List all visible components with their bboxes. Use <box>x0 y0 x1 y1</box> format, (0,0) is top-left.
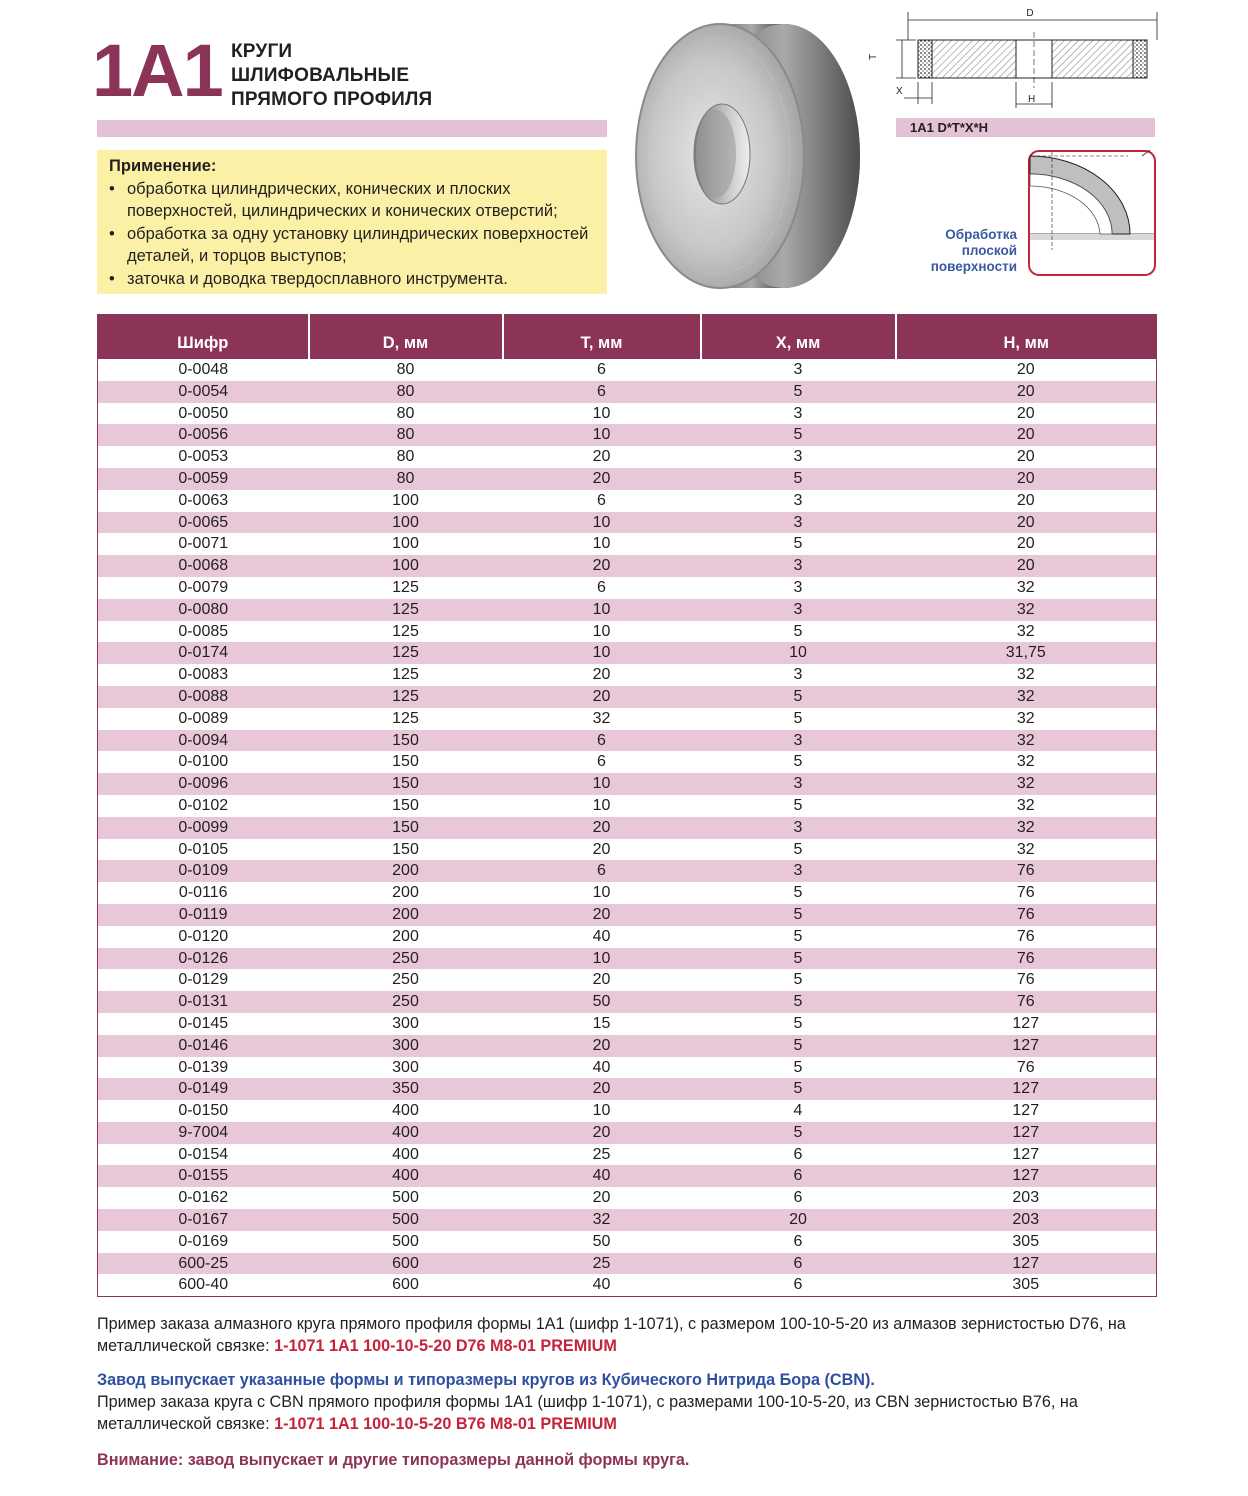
label-h: H <box>1028 94 1036 105</box>
table-cell: 500 <box>309 1231 503 1253</box>
table-cell: 10 <box>503 773 701 795</box>
table-row <box>98 446 1157 468</box>
table-cell: 127 <box>896 1100 1157 1122</box>
table-cell: 10 <box>503 599 701 621</box>
table-row <box>98 1144 1157 1166</box>
table-cell: 300 <box>309 1035 503 1057</box>
table-cell: 0-0129 <box>98 969 309 991</box>
table-row <box>98 642 1157 664</box>
table-row <box>98 1013 1157 1035</box>
table-cell: 20 <box>503 839 701 861</box>
table-row <box>98 860 1157 882</box>
table-cell: 50 <box>503 1231 701 1253</box>
table-cell: 32 <box>896 708 1157 730</box>
table-cell: 600 <box>309 1274 503 1296</box>
table-cell: 5 <box>701 1013 896 1035</box>
table-row <box>98 1100 1157 1122</box>
table-cell: 125 <box>309 577 503 599</box>
table-cell: 50 <box>503 991 701 1013</box>
table-cell: 3 <box>701 773 896 795</box>
table-cell: 0-0048 <box>98 359 309 381</box>
table-cell: 125 <box>309 708 503 730</box>
table-row <box>98 991 1157 1013</box>
table-cell: 32 <box>896 751 1157 773</box>
table-cell: 20 <box>896 381 1157 403</box>
col-header-d: D, мм <box>309 315 503 360</box>
table-cell: 5 <box>701 621 896 643</box>
table-cell: 5 <box>701 882 896 904</box>
table-cell: 100 <box>309 555 503 577</box>
table-cell: 6 <box>701 1253 896 1275</box>
table-cell: 25 <box>503 1144 701 1166</box>
table-cell: 150 <box>309 817 503 839</box>
label-t: T <box>868 53 879 60</box>
table-cell: 0-0071 <box>98 533 309 555</box>
table-cell: 0-0167 <box>98 1209 309 1231</box>
table-cell: 3 <box>701 664 896 686</box>
table-cell: 20 <box>701 1209 896 1231</box>
spec-table <box>97 314 1157 1297</box>
table-cell: 40 <box>503 1165 701 1187</box>
table-cell: 600 <box>309 1253 503 1275</box>
table-cell: 203 <box>896 1209 1157 1231</box>
table-cell: 76 <box>896 948 1157 970</box>
table-cell: 76 <box>896 969 1157 991</box>
table-row <box>98 381 1157 403</box>
col-header-t: T, мм <box>503 315 701 360</box>
table-row <box>98 1122 1157 1144</box>
table-cell: 5 <box>701 991 896 1013</box>
table-cell: 125 <box>309 642 503 664</box>
table-row <box>98 882 1157 904</box>
table-cell: 80 <box>309 468 503 490</box>
flat-surface-diagram <box>1028 150 1156 276</box>
table-cell: 0-0102 <box>98 795 309 817</box>
title-line-2: ШЛИФОВАЛЬНЫЕ <box>231 65 410 86</box>
table-cell: 200 <box>309 860 503 882</box>
table-cell: 5 <box>701 381 896 403</box>
table-cell: 6 <box>701 1187 896 1209</box>
table-cell: 3 <box>701 359 896 381</box>
table-row <box>98 577 1157 599</box>
table-cell: 5 <box>701 969 896 991</box>
table-cell: 0-0079 <box>98 577 309 599</box>
table-cell: 9-7004 <box>98 1122 309 1144</box>
table-cell: 10 <box>503 533 701 555</box>
table-cell: 20 <box>503 1187 701 1209</box>
table-cell: 6 <box>503 751 701 773</box>
caption-line: плоской <box>961 243 1017 258</box>
table-cell: 0-0059 <box>98 468 309 490</box>
table-row <box>98 730 1157 752</box>
table-cell: 6 <box>701 1274 896 1296</box>
table-cell: 31,75 <box>896 642 1157 664</box>
table-cell: 76 <box>896 926 1157 948</box>
table-cell: 350 <box>309 1078 503 1100</box>
table-row <box>98 1231 1157 1253</box>
table-cell: 0-0146 <box>98 1035 309 1057</box>
table-cell: 6 <box>503 577 701 599</box>
table-cell: 0-0145 <box>98 1013 309 1035</box>
product-code: 1A1 <box>92 29 222 112</box>
table-cell: 20 <box>503 1078 701 1100</box>
table-cell: 5 <box>701 708 896 730</box>
table-row <box>98 751 1157 773</box>
table-cell: 0-0120 <box>98 926 309 948</box>
table-cell: 150 <box>309 730 503 752</box>
table-cell: 305 <box>896 1274 1157 1296</box>
table-cell: 0-0116 <box>98 882 309 904</box>
table-row <box>98 664 1157 686</box>
table-row <box>98 1274 1157 1296</box>
table-cell: 300 <box>309 1057 503 1079</box>
table-row <box>98 599 1157 621</box>
table-cell: 6 <box>503 359 701 381</box>
table-cell: 10 <box>503 512 701 534</box>
table-row <box>98 795 1157 817</box>
table-cell: 76 <box>896 991 1157 1013</box>
table-cell: 500 <box>309 1209 503 1231</box>
table-row <box>98 621 1157 643</box>
table-cell: 0-0149 <box>98 1078 309 1100</box>
table-cell: 0-0131 <box>98 991 309 1013</box>
dimension-drawing <box>860 4 1160 116</box>
table-cell: 32 <box>896 839 1157 861</box>
table-cell: 0-0099 <box>98 817 309 839</box>
col-header-h: H, мм <box>896 315 1157 360</box>
table-cell: 150 <box>309 795 503 817</box>
table-cell: 10 <box>503 403 701 425</box>
table-cell: 20 <box>503 817 701 839</box>
table-cell: 6 <box>503 860 701 882</box>
table-cell: 20 <box>896 555 1157 577</box>
table-body <box>98 359 1157 1297</box>
table-cell: 0-0169 <box>98 1231 309 1253</box>
table-cell: 20 <box>896 533 1157 555</box>
table-cell: 20 <box>896 468 1157 490</box>
table-cell: 5 <box>701 1078 896 1100</box>
table-cell: 40 <box>503 926 701 948</box>
table-cell: 3 <box>701 860 896 882</box>
table-row <box>98 708 1157 730</box>
table-cell: 5 <box>701 926 896 948</box>
table-cell: 0-0085 <box>98 621 309 643</box>
cbn-example <box>97 1391 1156 1435</box>
table-cell: 127 <box>896 1122 1157 1144</box>
table-cell: 127 <box>896 1013 1157 1035</box>
table-cell: 0-0109 <box>98 860 309 882</box>
caption-line: Обработка <box>945 227 1017 242</box>
table-cell: 125 <box>309 664 503 686</box>
table-cell: 600-25 <box>98 1253 309 1275</box>
table-cell: 10 <box>503 424 701 446</box>
table-cell: 20 <box>503 1122 701 1144</box>
table-row <box>98 490 1157 512</box>
table-cell: 32 <box>896 795 1157 817</box>
table-row <box>98 1057 1157 1079</box>
table-cell: 200 <box>309 904 503 926</box>
table-cell: 0-0162 <box>98 1187 309 1209</box>
table-cell: 32 <box>896 686 1157 708</box>
table-cell: 305 <box>896 1231 1157 1253</box>
application-title: Применение: <box>109 157 217 175</box>
table-cell: 3 <box>701 490 896 512</box>
application-box <box>97 150 607 294</box>
table-cell: 203 <box>896 1187 1157 1209</box>
table-cell: 0-0068 <box>98 555 309 577</box>
table-row <box>98 1253 1157 1275</box>
table-cell: 0-0088 <box>98 686 309 708</box>
warning-note: Внимание: завод выпускает и другие типоразмеры данной формы круга. <box>97 1451 690 1469</box>
table-cell: 100 <box>309 533 503 555</box>
table-cell: 127 <box>896 1035 1157 1057</box>
table-row <box>98 533 1157 555</box>
table-cell: 20 <box>503 664 701 686</box>
header-band <box>97 120 607 137</box>
table-cell: 10 <box>701 642 896 664</box>
table-cell: 20 <box>503 969 701 991</box>
table-cell: 5 <box>701 1035 896 1057</box>
table-cell: 0-0100 <box>98 751 309 773</box>
table-cell: 10 <box>503 1100 701 1122</box>
table-cell: 20 <box>503 446 701 468</box>
table-cell: 76 <box>896 1057 1157 1079</box>
table-row <box>98 969 1157 991</box>
table-cell: 6 <box>701 1165 896 1187</box>
table-cell: 32 <box>896 577 1157 599</box>
table-cell: 125 <box>309 621 503 643</box>
table-cell: 250 <box>309 991 503 1013</box>
table-cell: 0-0050 <box>98 403 309 425</box>
table-cell: 80 <box>309 381 503 403</box>
table-cell: 32 <box>896 773 1157 795</box>
table-cell: 6 <box>701 1231 896 1253</box>
title-line-3: ПРЯМОГО ПРОФИЛЯ <box>231 89 433 110</box>
table-cell: 0-0063 <box>98 490 309 512</box>
order-example-text: Пример заказа алмазного круга прямого профиля формы 1А1 (шифр 1-1071), с размером 100-10-5-20 из алмазов зернистостью D76, на металлической связке: <box>97 1315 1126 1355</box>
table-row <box>98 424 1157 446</box>
table-cell: 0-0174 <box>98 642 309 664</box>
table-cell: 20 <box>503 555 701 577</box>
table-cell: 76 <box>896 860 1157 882</box>
table-cell: 20 <box>503 686 701 708</box>
flat-surface-caption <box>905 227 1017 275</box>
table-cell: 400 <box>309 1100 503 1122</box>
table-row <box>98 403 1157 425</box>
table-cell: 5 <box>701 1122 896 1144</box>
table-cell: 80 <box>309 359 503 381</box>
table-row <box>98 948 1157 970</box>
table-cell: 10 <box>503 621 701 643</box>
table-row <box>98 904 1157 926</box>
table-cell: 100 <box>309 490 503 512</box>
table-cell: 125 <box>309 686 503 708</box>
table-cell: 5 <box>701 468 896 490</box>
table-cell: 0-0083 <box>98 664 309 686</box>
label-x: X <box>896 86 903 97</box>
title-line-1: КРУГИ <box>231 41 293 62</box>
table-cell: 3 <box>701 512 896 534</box>
table-cell: 3 <box>701 730 896 752</box>
table-cell: 3 <box>701 403 896 425</box>
table-cell: 5 <box>701 424 896 446</box>
table-row <box>98 817 1157 839</box>
table-cell: 400 <box>309 1165 503 1187</box>
table-cell: 20 <box>896 359 1157 381</box>
cbn-example-code: 1-1071 1А1 100-10-5-20 B76 М8-01 PREMIUM <box>274 1415 617 1433</box>
table-cell: 76 <box>896 882 1157 904</box>
table-cell: 600-40 <box>98 1274 309 1296</box>
application-item: • заточка и доводка твердосплавного инструмента. <box>109 268 595 291</box>
table-cell: 10 <box>503 642 701 664</box>
table-cell: 400 <box>309 1144 503 1166</box>
table-cell: 5 <box>701 751 896 773</box>
application-list <box>109 178 595 291</box>
table-cell: 32 <box>896 599 1157 621</box>
table-row <box>98 1165 1157 1187</box>
table-cell: 0-0105 <box>98 839 309 861</box>
wheel-photo <box>632 16 872 292</box>
order-example <box>97 1313 1156 1357</box>
table-cell: 80 <box>309 424 503 446</box>
table-row <box>98 1209 1157 1231</box>
table-cell: 10 <box>503 882 701 904</box>
table-cell: 32 <box>896 664 1157 686</box>
table-cell: 5 <box>701 533 896 555</box>
table-cell: 80 <box>309 446 503 468</box>
table-row <box>98 468 1157 490</box>
table-cell: 10 <box>503 948 701 970</box>
table-cell: 20 <box>503 468 701 490</box>
table-cell: 3 <box>701 577 896 599</box>
col-header-code: Шифр <box>98 315 309 360</box>
table-cell: 20 <box>896 490 1157 512</box>
table-cell: 400 <box>309 1122 503 1144</box>
table-cell: 0-0065 <box>98 512 309 534</box>
table-cell: 5 <box>701 839 896 861</box>
table-cell: 20 <box>896 403 1157 425</box>
table-cell: 127 <box>896 1253 1157 1275</box>
table-cell: 6 <box>503 381 701 403</box>
table-cell: 3 <box>701 446 896 468</box>
col-header-x: X, мм <box>701 315 896 360</box>
table-cell: 127 <box>896 1078 1157 1100</box>
product-title <box>231 40 432 112</box>
table-cell: 0-0126 <box>98 948 309 970</box>
cbn-example-text: Пример заказа круга с CBN прямого профиля формы 1А1 (шифр 1-1071), с размерами 100-10-5-20, из CBN зернистостью B76, на металлической связке: <box>97 1393 1078 1433</box>
table-row <box>98 773 1157 795</box>
table-cell: 0-0080 <box>98 599 309 621</box>
table-cell: 40 <box>503 1274 701 1296</box>
cbn-heading: Завод выпускает указанные формы и типоразмеры кругов из Кубического Нитрида Бора (CBN). <box>97 1371 875 1389</box>
table-cell: 5 <box>701 686 896 708</box>
table-cell: 0-0150 <box>98 1100 309 1122</box>
caption-line: поверхности <box>930 259 1017 274</box>
application-item: • обработка за одну установку цилиндрических поверхностей деталей, и торцов выступов; <box>109 223 595 268</box>
table-cell: 200 <box>309 882 503 904</box>
table-cell: 0-0054 <box>98 381 309 403</box>
table-cell: 0-0139 <box>98 1057 309 1079</box>
table-cell: 500 <box>309 1187 503 1209</box>
table-row <box>98 686 1157 708</box>
table-cell: 4 <box>701 1100 896 1122</box>
table-cell: 25 <box>503 1253 701 1275</box>
table-cell: 20 <box>896 446 1157 468</box>
table-cell: 15 <box>503 1013 701 1035</box>
table-cell: 76 <box>896 904 1157 926</box>
table-cell: 0-0089 <box>98 708 309 730</box>
table-row <box>98 926 1157 948</box>
table-cell: 150 <box>309 773 503 795</box>
table-cell: 20 <box>503 1035 701 1057</box>
table-cell: 10 <box>503 795 701 817</box>
table-row <box>98 839 1157 861</box>
table-cell: 0-0094 <box>98 730 309 752</box>
table-cell: 125 <box>309 599 503 621</box>
table-cell: 32 <box>503 708 701 730</box>
table-cell: 40 <box>503 1057 701 1079</box>
table-cell: 5 <box>701 795 896 817</box>
table-cell: 3 <box>701 599 896 621</box>
table-cell: 32 <box>503 1209 701 1231</box>
table-cell: 0-0119 <box>98 904 309 926</box>
table-cell: 20 <box>896 512 1157 534</box>
table-cell: 150 <box>309 839 503 861</box>
table-cell: 250 <box>309 969 503 991</box>
table-row <box>98 1187 1157 1209</box>
table-cell: 100 <box>309 512 503 534</box>
table-cell: 80 <box>309 403 503 425</box>
table-cell: 3 <box>701 817 896 839</box>
table-cell: 32 <box>896 621 1157 643</box>
table-cell: 6 <box>503 730 701 752</box>
table-row <box>98 555 1157 577</box>
table-cell: 127 <box>896 1165 1157 1187</box>
table-row <box>98 359 1157 381</box>
formula-label: 1A1 D*T*X*H <box>896 118 1155 137</box>
table-cell: 6 <box>503 490 701 512</box>
table-cell: 6 <box>701 1144 896 1166</box>
label-d: D <box>1026 8 1034 19</box>
table-cell: 5 <box>701 904 896 926</box>
table-cell: 300 <box>309 1013 503 1035</box>
table-cell: 5 <box>701 948 896 970</box>
table-cell: 0-0155 <box>98 1165 309 1187</box>
table-row <box>98 1078 1157 1100</box>
order-notes <box>97 1313 1156 1471</box>
table-cell: 200 <box>309 926 503 948</box>
table-cell: 0-0096 <box>98 773 309 795</box>
table-cell: 20 <box>503 904 701 926</box>
table-header-row <box>98 315 1157 360</box>
table-row <box>98 1035 1157 1057</box>
table-cell: 127 <box>896 1144 1157 1166</box>
table-cell: 250 <box>309 948 503 970</box>
table-cell: 0-0154 <box>98 1144 309 1166</box>
table-cell: 32 <box>896 817 1157 839</box>
table-cell: 20 <box>896 424 1157 446</box>
table-cell: 0-0053 <box>98 446 309 468</box>
application-item: • обработка цилиндрических, конических и плоских поверхностей, цилиндрических и конических отверстий; <box>109 178 595 223</box>
table-row <box>98 512 1157 534</box>
order-example-code: 1-1071 1А1 100-10-5-20 D76 М8-01 PREMIUM <box>274 1337 617 1355</box>
table-cell: 5 <box>701 1057 896 1079</box>
table-cell: 0-0056 <box>98 424 309 446</box>
table-cell: 3 <box>701 555 896 577</box>
table-cell: 150 <box>309 751 503 773</box>
table-cell: 32 <box>896 730 1157 752</box>
